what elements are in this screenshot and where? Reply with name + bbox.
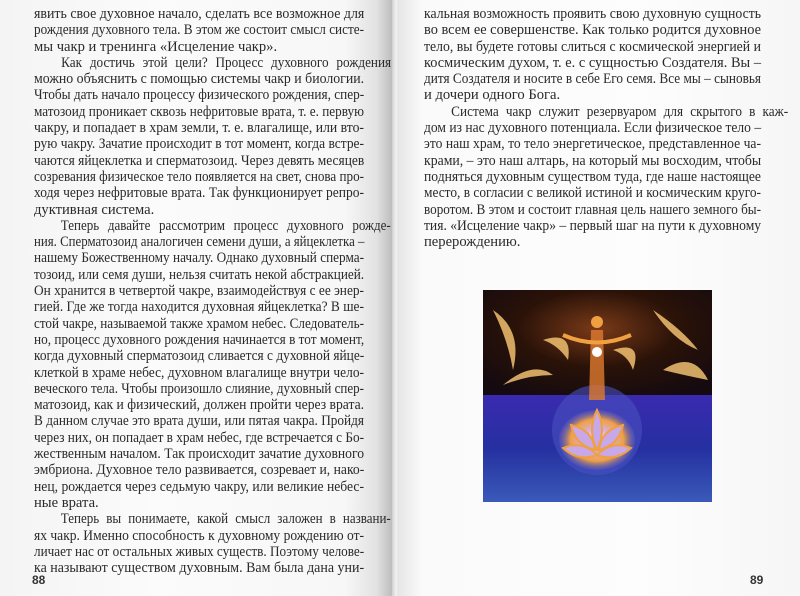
text-line: матозоид проникает сквозь нефритовые врата, т. е. первую (34, 103, 364, 120)
text-line: нашему Божественному началу. Однако духовный сперма- (34, 250, 365, 267)
page-number-left: 88 (32, 573, 46, 587)
text-line: это наш храм, то тело энергетическое, представленное ча- (424, 136, 761, 153)
text-line: личает нас от остальных живых существ. Поэтому челове- (34, 543, 365, 560)
text-line: Он хранится в четвертой чакре, взаимодействуя с ее энер- (34, 283, 364, 300)
text-line: матозоид, как и физический, должен пройти через врата. (34, 397, 365, 414)
text-line: Теперь вы понимаете, какой смысл заложен в названи- (60, 511, 391, 528)
text-line: рую чакру. Зачатие происходит в тот момент, когда встре- (34, 136, 365, 153)
text-line: ка называют существом духовным. Вам была дана уни- (34, 560, 365, 577)
text-line: можно объяснить с помощью системы чакр и биологии. (34, 71, 365, 88)
text-line: Система чакр служит резервуаром для скрытого в каж- (451, 103, 789, 120)
text-line: жественным началом. Так происходит зачатие духовного (34, 446, 364, 463)
text-line: мы чакр и тренинга «Исцеление чакр». (34, 38, 278, 55)
text-line: Как достичь этой цели? Процесс духовного рождения (61, 54, 392, 71)
text-line: во всем ее совершенстве. Как только родится духовное (424, 22, 762, 39)
text-line: веческого тела. Чтобы произошло слияние, духовный спер- (34, 380, 365, 397)
text-line: В данном случае это врата души, или пятая чакра. Пройдя (34, 413, 365, 430)
text-line: созревания физическое тело появляется на свет, снова про- (34, 168, 365, 185)
text-line: место, в согласии с великой истиной и космическим круго- (424, 185, 762, 202)
page-number-right: 89 (750, 573, 764, 587)
text-line: явить свое духовное начало, сделать все возможное для (34, 6, 365, 22)
text-line: Чтобы дать начало процессу физического рождения, спер- (34, 87, 365, 104)
text-line: но, процесс духовного рождения начинается в тот момент, (34, 331, 365, 348)
text-line: дом из нас духовного потенциала. Если физическое тело – (424, 120, 762, 137)
text-line: ходя через нефритовые врата. Так функционирует репро- (34, 185, 365, 202)
right-page-text (424, 6, 789, 251)
text-line: дитя Создателя и носите в себе Его семя. Все мы – сыновья (424, 71, 762, 88)
text-line: дуктивная система. (34, 201, 155, 218)
text-line: клеткой в храме небес, духовном влагалище внутри чело- (34, 364, 364, 381)
chakra-lotus-illustration (483, 290, 712, 502)
text-line: тия. «Исцеление чакр» – первый шаг на пути к духовному (424, 217, 762, 234)
text-line: ния. Сперматозоид аналогичен семени души, а яйцеклетка – (34, 234, 365, 251)
text-line: рождения духовного тела. В этом же состоит смысл систе- (34, 22, 364, 39)
text-line: тело, вы будете готовы слиться с космической энергией и (424, 38, 761, 55)
text-line: гией. Где же тогда находится духовная яйцеклетка? В ше- (34, 299, 364, 316)
right-page (398, 0, 800, 596)
text-line: ные врата. (34, 494, 99, 511)
text-line: ях чакр. Именно способность к духовному рождению от- (34, 527, 365, 544)
text-line: кальная возможность проявить свою духовную сущность (424, 6, 762, 22)
text-line: крами, – это наш алтарь, на который мы восходим, чтобы (424, 152, 762, 169)
text-line: тозоид, или семя души, нельзя считать некой абстракцией. (34, 266, 365, 283)
text-line: нец, рождается через седьмую чакру, или великие небес- (34, 478, 364, 495)
text-line: чакру, и попадает в храм земли, т. е. влагалище, или вто- (34, 120, 364, 137)
text-line: стой чакре, называемой также храмом небес. Следователь- (34, 315, 364, 332)
left-page-text (34, 6, 392, 577)
text-line: перерождению. (424, 234, 521, 251)
text-line: и дочери одного Бога. (424, 87, 561, 104)
text-line: воротом. В этом и состоит главная цель нашего земного бы- (424, 201, 762, 218)
text-line: космическим духом, т. е. с сущностью Создателя. Вы – (424, 54, 761, 71)
text-line: эмбриона. Духовное тело развивается, созревает и, нако- (34, 462, 365, 479)
left-page (0, 0, 392, 596)
text-line: когда духовный сперматозоид сливается с духовной яйце- (34, 348, 365, 365)
text-line: через них, он попадает в храм небес, где встречается с Бо- (34, 429, 365, 446)
text-line: Теперь давайте рассмотрим процесс духовного рожде- (60, 217, 391, 234)
text-line: подняться духовным существом туда, где наше настоящее (424, 168, 761, 185)
text-line: чаются яйцеклетка и сперматозоид. Через девять месяцев (34, 152, 365, 169)
